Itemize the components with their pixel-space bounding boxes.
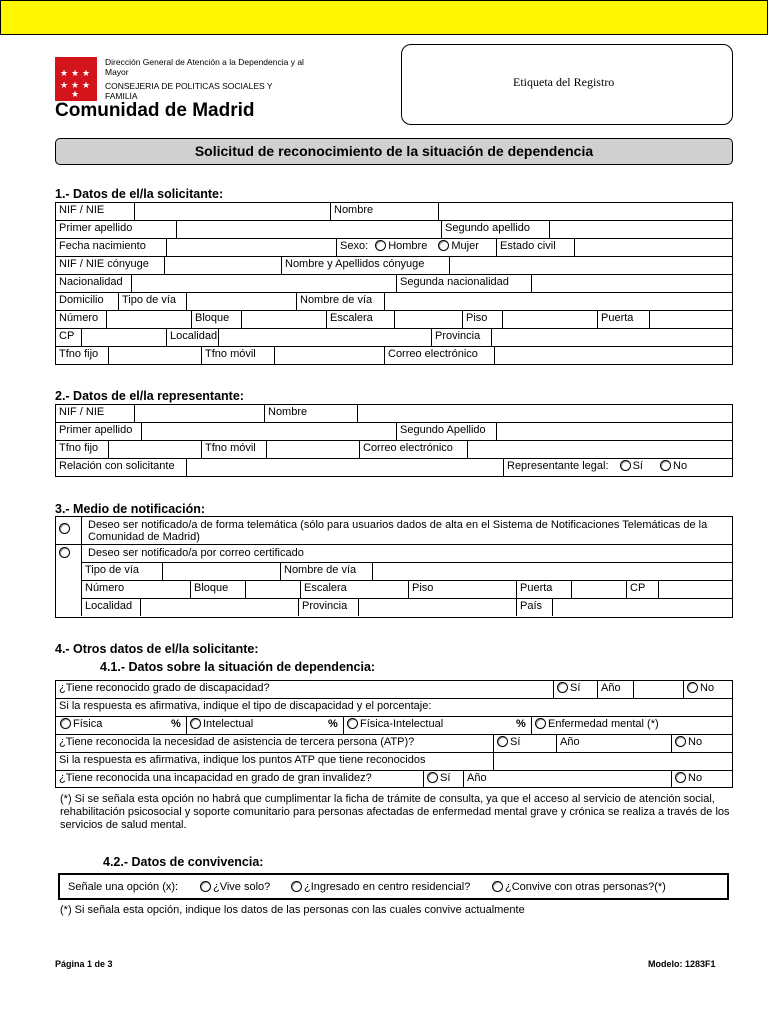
enfermedad-mental-radio[interactable]: Enfermedad mental (*) xyxy=(531,717,732,734)
cp-input[interactable] xyxy=(81,329,166,346)
section-4-heading: 4.- Otros datos de el/la solicitante: xyxy=(55,642,259,656)
section-1-heading: 1.- Datos de el/la solicitante: xyxy=(55,187,224,201)
rep-tfno-fijo-input[interactable] xyxy=(108,441,201,458)
rep-nombre-input[interactable] xyxy=(357,405,732,422)
tipo-via-input[interactable] xyxy=(186,293,296,310)
rep-nif-input[interactable] xyxy=(134,405,264,422)
nombre-input[interactable] xyxy=(438,203,732,220)
nacionalidad-input[interactable] xyxy=(131,275,396,292)
nif-input[interactable] xyxy=(134,203,330,220)
section-2-table: NIF / NIE Nombre Primer apellido Segundo Apellido Tfno fijo Tfno móvil Correo electrónico Relación con solicitante Representante legal: Sí No xyxy=(55,404,733,477)
section-1-table: NIF / NIE Nombre Primer apellido Segundo apellido Fecha nacimiento Sexo: Hombre Mujer Estado civil NIF / NIE cónyuge Nombre y Apellidos cónyuge Nacionalidad Segunda nacionalidad Domicilio Tipo de vía Nombre de vía Número Bloque Escalera Piso Puerta CP Localidad Provincia Tfno fijo Tfno móvil Correo electrónico xyxy=(55,202,733,365)
atp-si-radio[interactable]: Sí xyxy=(493,735,556,752)
notif-correo-radio[interactable] xyxy=(59,547,70,558)
atp-no-radio[interactable]: No xyxy=(671,735,732,752)
section-3-table: Deseo ser notificado/a de forma telemática (sólo para usuarios dados de alta en el Sistema de Notificaciones Telemáticas de la Comunidad de Madrid) Deseo ser notificado/a por correo certificado Tipo de vía Nombre de vía Número Bloque Escalera Piso Puerta CP Localidad Provincia País xyxy=(55,516,733,618)
tfno-movil-input[interactable] xyxy=(274,347,384,364)
atp-puntos-input[interactable] xyxy=(493,753,732,770)
notif-puerta-input[interactable] xyxy=(571,581,626,598)
notif-provincia-input[interactable] xyxy=(358,599,516,616)
modelo-number: Modelo: 1283F1 xyxy=(648,959,716,969)
puerta-input[interactable] xyxy=(649,311,732,328)
rep-segundo-apellido-input[interactable] xyxy=(496,423,732,440)
ingresado-radio[interactable]: ¿Ingresado en centro residencial? xyxy=(291,881,470,894)
convive-radio[interactable]: ¿Convive con otras personas?(*) xyxy=(492,881,666,894)
fecha-nacimiento-input[interactable] xyxy=(166,239,336,256)
nombre-conyuge-input[interactable] xyxy=(449,257,732,274)
notif-telematica-radio[interactable] xyxy=(59,523,70,534)
nif-conyuge-input[interactable] xyxy=(164,257,281,274)
discap-si-radio[interactable]: Sí xyxy=(553,681,597,698)
fisica-radio[interactable]: Física % xyxy=(56,717,186,734)
note-enfermedad-mental: (*) Si se señala esta opción no habrá que cumplimentar la ficha de trámite de consulta, ya que el acceso al servicio de atención social, rehabilitación psicosocial y soporte comunitario para personas afectadas de enfermedad mental grave y crónica se realiza a través de los servicios de salud mental. xyxy=(60,793,730,831)
registro-box: Etiqueta del Registro xyxy=(401,44,733,125)
consejeria-name: CONSEJERIA DE POLITICAS SOCIALES Y FAMILIA xyxy=(105,81,273,101)
notif-localidad-input[interactable] xyxy=(140,599,298,616)
nombre-via-input[interactable] xyxy=(384,293,732,310)
mujer-radio[interactable]: Mujer xyxy=(438,240,479,252)
primer-apellido-input[interactable] xyxy=(176,221,441,238)
convivencia-box: Señale una opción (x): ¿Vive solo? ¿Ingresado en centro residencial? ¿Convive con otras personas?(*) xyxy=(58,873,729,900)
invalidez-no-radio[interactable]: No xyxy=(671,771,732,787)
correo-input[interactable] xyxy=(494,347,732,364)
rep-legal-si-radio[interactable]: Sí xyxy=(620,460,643,472)
note-convivencia: (*) Si señala esta opción, indique los datos de las personas con las cuales convive actualmente xyxy=(60,904,525,916)
vive-solo-radio[interactable]: ¿Vive solo? xyxy=(200,881,270,894)
notif-tipo-via-input[interactable] xyxy=(162,563,280,580)
notif-bloque-input[interactable] xyxy=(245,581,300,598)
hombre-radio[interactable]: Hombre xyxy=(375,240,427,252)
page-number: Página 1 de 3 xyxy=(55,959,113,969)
madrid-logo: ★ ★ ★ ★ ★ ★ ★ xyxy=(55,57,97,101)
section-4-1-table: ¿Tiene reconocido grado de discapacidad? Sí Año No Si la respuesta es afirmativa, indique el tipo de discapacidad y el porcentaje: Física % Intelectual % Física-Intelectual % Enfermedad mental (*) ¿Tiene reconocida la necesidad de asistencia de tercera persona (ATP)? Sí Año No Si la respuesta es afirmativa, indique los puntos ATP que tiene reconocidos ¿Tiene reconocida una incapacidad en grado de gran invalidez? Sí Año No xyxy=(55,680,733,788)
estado-civil-input[interactable] xyxy=(574,239,732,256)
rep-tfno-movil-input[interactable] xyxy=(266,441,359,458)
section-3-heading: 3.- Medio de notificación: xyxy=(55,502,206,516)
segunda-nacionalidad-input[interactable] xyxy=(531,275,732,292)
invalidez-si-radio[interactable]: Sí xyxy=(423,771,463,787)
section-4-1-heading: 4.1.- Datos sobre la situación de dependencia: xyxy=(100,660,376,674)
notif-nombre-via-input[interactable] xyxy=(372,563,732,580)
notif-pais-input[interactable] xyxy=(552,599,732,616)
top-banner xyxy=(0,0,768,35)
numero-input[interactable] xyxy=(106,311,191,328)
discap-ano-input[interactable] xyxy=(633,681,683,698)
rep-primer-apellido-input[interactable] xyxy=(141,423,396,440)
localidad-input[interactable] xyxy=(218,329,431,346)
escalera-input[interactable] xyxy=(394,311,462,328)
tfno-fijo-input[interactable] xyxy=(108,347,201,364)
form-title: Solicitud de reconocimiento de la situación de dependencia xyxy=(55,138,733,165)
bloque-input[interactable] xyxy=(241,311,326,328)
piso-input[interactable] xyxy=(502,311,597,328)
intelectual-radio[interactable]: Intelectual % xyxy=(186,717,343,734)
rep-legal-no-radio[interactable]: No xyxy=(660,460,687,472)
section-4-2-heading: 4.2.- Datos de convivencia: xyxy=(103,855,264,869)
rep-correo-input[interactable] xyxy=(467,441,732,458)
relacion-input[interactable] xyxy=(186,459,503,476)
provincia-input[interactable] xyxy=(491,329,732,346)
org-name: Dirección General de Atención a la Dependencia y al Mayor xyxy=(105,57,304,77)
segundo-apellido-input[interactable] xyxy=(549,221,732,238)
comunidad-title: Comunidad de Madrid xyxy=(55,100,255,121)
discap-no-radio[interactable]: No xyxy=(683,681,732,698)
notif-cp-input[interactable] xyxy=(658,581,732,598)
section-2-heading: 2.- Datos de el/la representante: xyxy=(55,389,244,403)
fisica-intelectual-radio[interactable]: Física-Intelectual % xyxy=(343,717,531,734)
